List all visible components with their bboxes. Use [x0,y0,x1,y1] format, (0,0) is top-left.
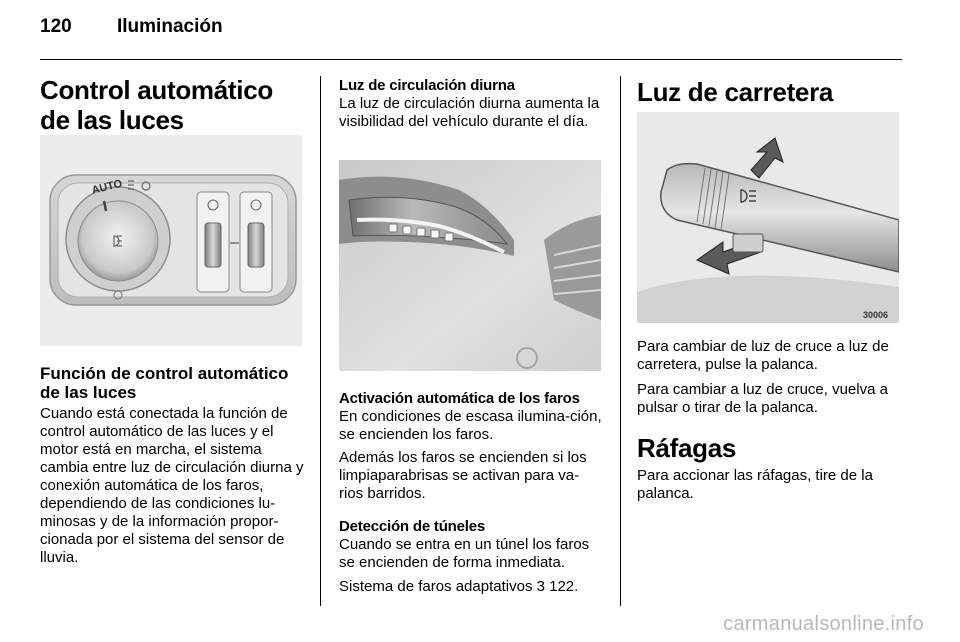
page-number: 120 [40,16,72,37]
light-switch-figure [40,135,302,346]
cross-reference-adaptive-headlights: Sistema de faros adaptativos 3 122. [339,578,579,595]
header-rule [40,59,902,60]
subheading-daytime-running-lights: Luz de circulación diurna [339,77,515,94]
dimmer-wheel-left [205,223,221,267]
section-title-headlight-flash: Ráfagas [637,433,737,463]
headlight-illustration [339,160,601,371]
dimmer-wheel-right [248,223,264,267]
stalk-figure [637,112,899,323]
section-title-automatic-lights: Control automático de las luces [40,75,273,135]
paragraph-high-beam-1: Para cambiar de luz de cruce a luz de carretera, pulse la palanca. [637,338,889,373]
watermark: carmanualsonline.info [723,613,924,635]
paragraph-high-beam-2: Para cambiar a luz de cruce, vuelva a pulsar o tirar de la palanca. [637,381,888,416]
paragraph-automatic-activation-1: En condiciones de escasa ilumina-ción, se encienden los faros. [339,408,602,443]
paragraph-automatic-control: Cuando está conectada la función de control automático de las luces y el motor está en marcha, el sistema cambia entre luz de circulación diurna y conexión automática de los faros, dependiendo de las condiciones lu-minosas y de la información propor-cionada por el sistema del sensor de lluvia. [40,405,304,566]
headlight-figure [339,160,601,371]
paragraph-tunnel-detection: Cuando se entra en un túnel los faros se encienden de forma inmediata. [339,536,590,571]
column-divider [620,76,621,606]
page-section-title: Iluminación [117,16,223,37]
figure-number: 30006 [863,310,889,320]
paragraph-headlight-flash: Para accionar las ráfagas, tire de la palanca. [637,467,873,502]
light-switch-illustration [40,135,302,346]
auto-label: AUTO [90,177,124,197]
subheading-tunnel-detection: Detección de túneles [339,518,486,535]
subheading-automatic-activation: Activación automática de los faros [339,390,580,407]
column-divider [320,76,321,606]
section-title-high-beam: Luz de carretera [637,77,834,107]
subheading-automatic-control: Función de control automático de las luces [40,364,289,402]
paragraph-automatic-activation-2: Además los faros se encienden si los limpiaparabrisas se activan para va-rios barridos. [339,449,587,502]
paragraph-daytime-running-lights: La luz de circulación diurna aumenta la visibilidad del vehículo durante el día. [339,95,600,130]
stalk-illustration [637,112,899,323]
